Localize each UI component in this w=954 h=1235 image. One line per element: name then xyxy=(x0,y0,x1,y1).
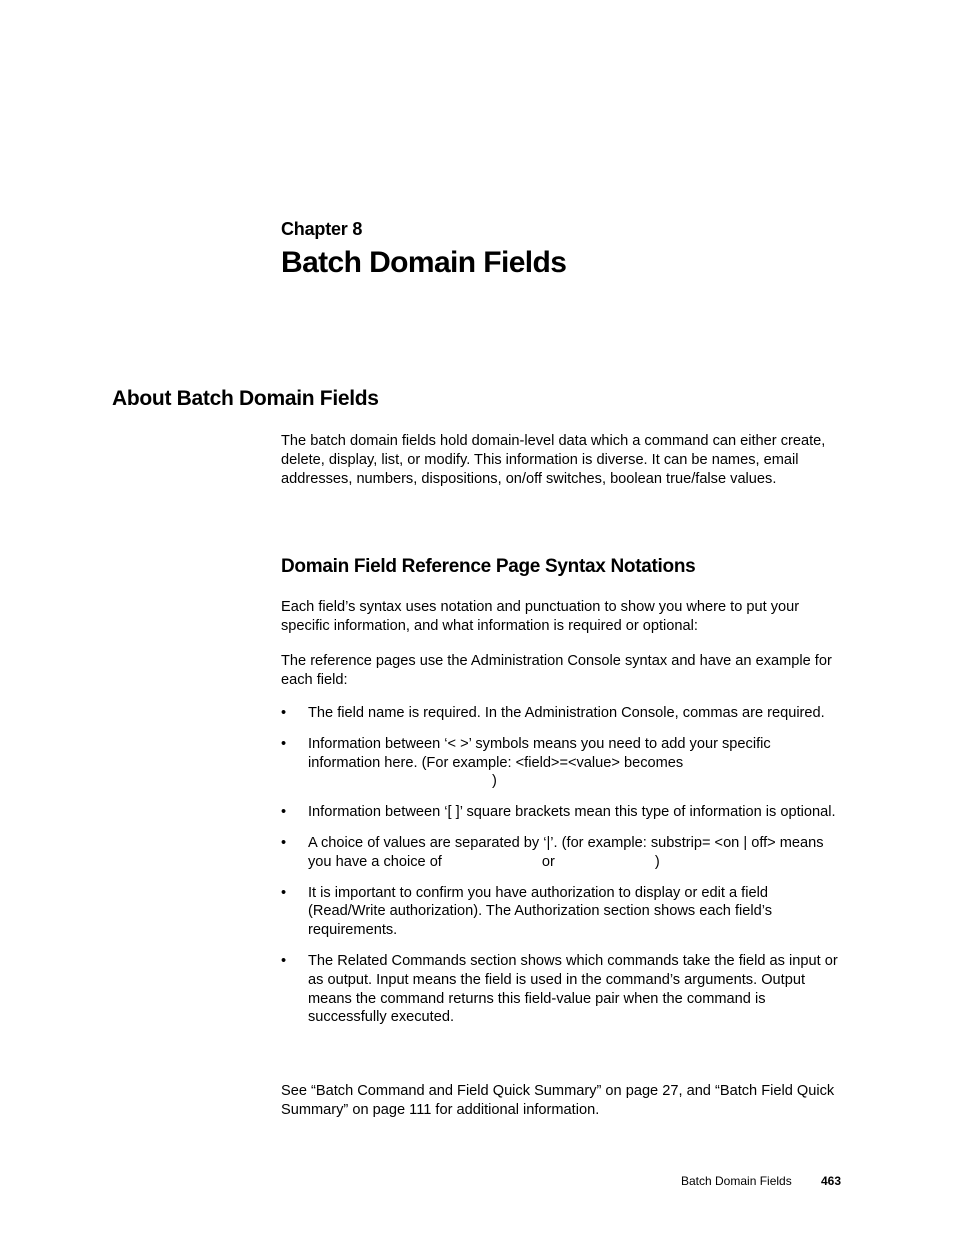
list-item-text: A choice of values are separated by ‘|’. (for example: substrip= <on | off> means you have a choice of xyxy=(308,834,824,870)
list-item-text: or xyxy=(541,853,555,870)
list-item-text: The field name is required. In the Administration Console, commas are required. xyxy=(308,705,825,721)
list-item-text: It is important to confirm you have authorization to display or edit a field (Read/Write authorization). The Authorization section shows each field’s requirements. xyxy=(308,884,773,939)
bullet-symbol: • xyxy=(281,735,287,752)
bullet-symbol: • xyxy=(281,952,287,969)
list-item xyxy=(281,735,846,791)
list-item xyxy=(281,704,846,723)
list-item xyxy=(281,952,846,1027)
intro-paragraph: The batch domain fields hold domain-level data which a command can either create, delete, display, list, or modify. This information is diverse. It can be names, email addresses, numbers, dispositions, on/off switches, boolean true/false values. xyxy=(281,433,826,487)
bullet-symbol: • xyxy=(281,834,287,851)
section-heading: About Batch Domain Fields xyxy=(112,387,379,410)
subsection-heading: Domain Field Reference Page Syntax Notations xyxy=(281,556,696,577)
list-item-text: Information between ‘< >’ symbols means you need to add your specific information here. (For example: <field>=<value> becomes xyxy=(308,735,771,771)
list-item-text: The Related Commands section shows which commands take the field as input or as output. Input means the field is used in the command’s arguments. Output means the command returns this field-value pair when the command is successfully executed. xyxy=(308,952,838,1026)
syntax-paragraph-1: Each field’s syntax uses notation and punctuation to show you where to put your specific information, and what information is required or optional: xyxy=(281,599,800,634)
list-item-text: ) xyxy=(492,773,497,790)
chapter-title: Batch Domain Fields xyxy=(281,246,567,279)
closing-paragraph: See “Batch Command and Field Quick Summary” on page 27, and “Batch Field Quick Summary” on page 111 for additional information. xyxy=(281,1083,835,1118)
bullet-symbol: • xyxy=(281,705,287,721)
chapter-label: Chapter 8 xyxy=(281,219,363,239)
footer-title: Batch Domain Fields xyxy=(681,1174,792,1188)
list-item-text: Information between ‘[ ]’ square brackets mean this type of information is optional. xyxy=(308,804,836,821)
page-number: 463 xyxy=(821,1174,842,1188)
bullet-symbol: • xyxy=(281,884,287,901)
syntax-paragraph-2: The reference pages use the Administration Console syntax and have an example for each field: xyxy=(281,653,832,688)
bullet-symbol: • xyxy=(281,804,287,821)
notation-list xyxy=(281,704,846,1027)
list-item xyxy=(281,834,846,872)
list-item xyxy=(281,884,846,940)
list-item xyxy=(281,803,846,822)
list-item-text: ) xyxy=(654,853,660,870)
